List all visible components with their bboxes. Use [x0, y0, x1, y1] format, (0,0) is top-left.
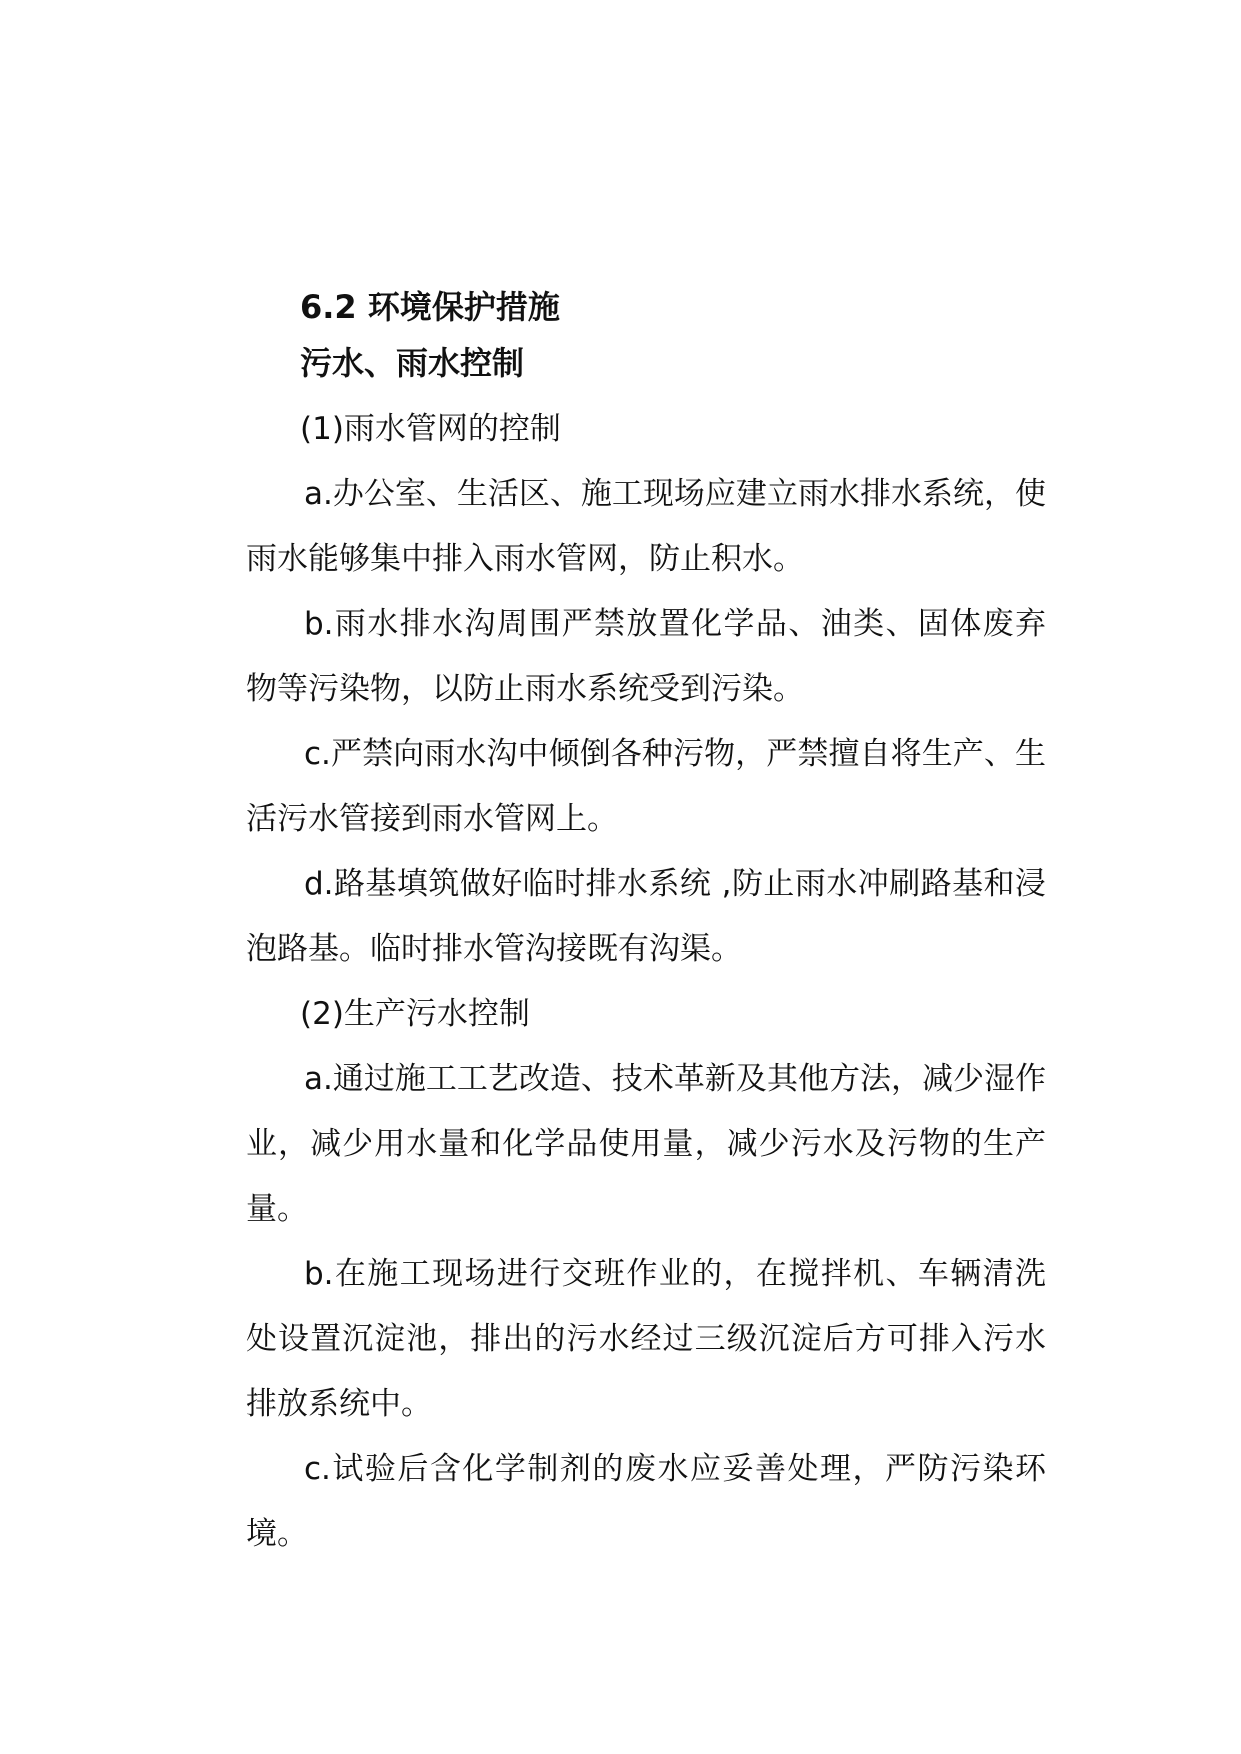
part1-item-b: b.雨水排水沟周围严禁放置化学品、油类、固体废弃物等污染物，以防止雨水系统受到污染。	[246, 606, 1046, 707]
section-title: 6.2 环境保护措施	[300, 288, 560, 326]
part2-item-b: b.在施工现场进行交班作业的，在搅拌机、车辆清洗处设置沉淀池，排出的污水经过三级沉淀后方可排入污水排放系统中。	[246, 1256, 1046, 1422]
part2-item-a: a.通过施工工艺改造、技术革新及其他方法，减少湿作业，减少用水量和化学品使用量，减少污水及污物的生产量。	[246, 1061, 1046, 1227]
part1-item-a: a.办公室、生活区、施工现场应建立雨水排水系统，使雨水能够集中排入雨水管网，防止积水。	[246, 476, 1046, 577]
subsection-title: 污水、雨水控制	[300, 344, 525, 382]
part1-title: (1)雨水管网的控制	[300, 411, 561, 447]
part1-item-c: c.严禁向雨水沟中倾倒各种污物，严禁擅自将生产、生活污水管接到雨水管网上。	[246, 736, 1046, 837]
part2-item-c: c.试验后含化学制剂的废水应妥善处理，严防污染环境。	[246, 1451, 1046, 1552]
document-body	[246, 287, 1046, 1567]
part1-item-d: d.路基填筑做好临时排水系统 ,防止雨水冲刷路基和浸泡路基。临时排水管沟接既有沟渠。	[246, 866, 1046, 967]
part2-title: (2)生产污水控制	[300, 996, 530, 1032]
